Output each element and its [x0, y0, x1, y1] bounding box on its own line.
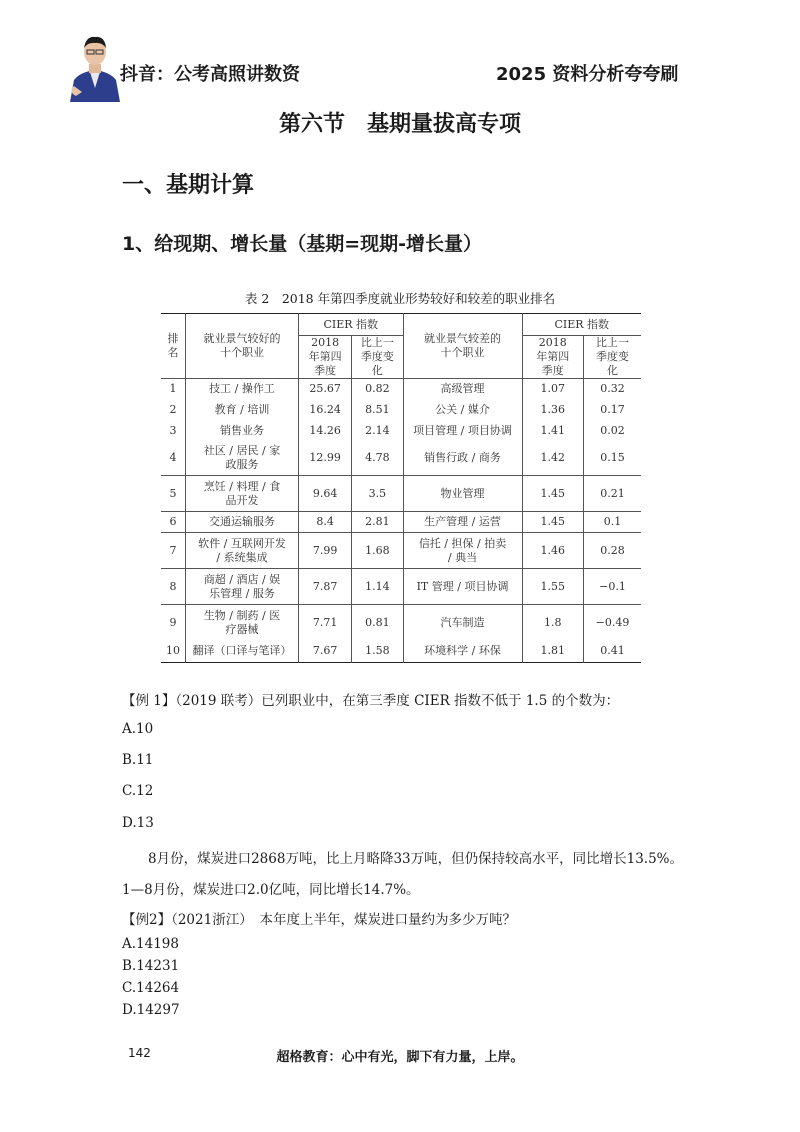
cell-good-occupation: 生物 / 制药 / 医疗器械: [186, 605, 299, 641]
example2-question: 【例2】（2021浙江） 本年度上半年，煤炭进口量约为多少万吨？: [122, 912, 516, 928]
cell-rank: 3: [161, 421, 186, 442]
cell-bad-change: 0.1: [584, 512, 641, 533]
footer-slogan: 超格教育：心中有光，脚下有力量，上岸。: [276, 1050, 524, 1065]
cell-bad-index: 1.45: [522, 476, 584, 512]
cell-bad-change: 0.15: [600, 451, 625, 465]
cell-good-occupation: 商超 / 酒店 / 娱乐管理 / 服务: [186, 569, 299, 605]
page-number: 142: [128, 1046, 151, 1060]
cell-bad-occupation: 生产管理 / 运营: [403, 512, 522, 533]
example2-option-c: C.14264: [122, 980, 180, 996]
cell-bad-occupation: 信托 / 担保 / 拍卖 / 典当: [403, 533, 522, 569]
cell-bad-occupation: 物业管理: [403, 476, 522, 512]
cell-good-index: 7.87: [298, 569, 351, 605]
cell-rank: 1: [161, 379, 186, 400]
cell-good-occupation: 翻译（口译与笔译）: [186, 641, 299, 663]
cell-good-index: 16.24: [298, 400, 351, 421]
example1-option-d: D.13: [122, 815, 154, 831]
cell-rank: 5: [161, 476, 186, 512]
cell-bad-index: 1.8: [522, 605, 584, 641]
cell-rank: 9: [161, 605, 186, 641]
cell-rank: 2: [161, 400, 186, 421]
cell-good-occupation: 交通运输服务: [186, 512, 299, 533]
cell-good-occupation: 销售业务: [186, 421, 299, 442]
cell-bad-index: 1.07: [522, 379, 584, 400]
cell-good-index: 7.67: [298, 641, 351, 663]
cell-bad-change: 0.28: [584, 533, 641, 569]
header-year-bad: 2018 年第四季度: [522, 336, 584, 379]
header-change-bad: 比上一季度变化: [584, 336, 641, 379]
example1-question: 【例 1】（2019 联考）已列职业中，在第三季度 CIER 指数不低于 1.5 的个数为：: [122, 693, 620, 709]
header-bad-occupations: 就业景气较差的十个职业: [403, 314, 522, 379]
cell-bad-index: 1.46: [522, 533, 584, 569]
cell-rank: 4: [161, 442, 186, 476]
cell-bad-change: 0.32: [600, 382, 625, 396]
cell-good-index: 7.71: [298, 605, 351, 641]
cell-good-index: 14.26: [298, 421, 351, 442]
header-left-text: 抖音：公考高照讲数资: [120, 64, 300, 85]
cell-good-index: 7.99: [298, 533, 351, 569]
cell-good-change: 1.68: [352, 533, 403, 569]
header-year-good: 2018 年第四季度: [298, 336, 351, 379]
heading-level-2: 1、给现期、增长量（基期=现期-增长量）: [122, 233, 483, 255]
cell-bad-index: 1.36: [522, 400, 584, 421]
cell-rank: 10: [161, 641, 186, 663]
cell-bad-index: 1.81: [522, 641, 584, 663]
cell-good-change: 2.14: [352, 421, 403, 442]
cell-bad-index: 1.55: [522, 569, 584, 605]
heading-level-1: 一、基期计算: [122, 173, 255, 198]
cell-bad-occupation: 高级管理: [403, 379, 522, 400]
cell-bad-index: 1.42: [522, 442, 584, 476]
cell-bad-occupation: 公关 / 媒介: [403, 400, 522, 421]
example2-option-d: D.14297: [122, 1002, 180, 1018]
occupation-ranking-table: [161, 313, 641, 663]
cell-good-change: 2.81: [352, 512, 403, 533]
cell-good-change: 3.5: [352, 476, 403, 512]
cell-rank: 7: [161, 533, 186, 569]
cell-good-index: 25.67: [298, 379, 351, 400]
header-cier-bad: CIER 指数: [522, 314, 641, 336]
example1-option-a: A.10: [122, 721, 154, 737]
cell-rank: 6: [161, 512, 186, 533]
header-good-occupations: 就业景气较好的十个职业: [186, 314, 299, 379]
cell-good-index: 12.99: [298, 442, 351, 476]
cell-bad-change: 0.41: [600, 644, 625, 658]
cell-bad-occupation: 项目管理 / 项目协调: [403, 421, 522, 442]
cell-bad-change: 0.17: [600, 403, 625, 416]
example2-option-a: A.14198: [122, 936, 179, 952]
cell-good-occupation: 教育 / 培训: [186, 400, 299, 421]
cell-good-change: 1.58: [352, 641, 403, 663]
header-cier-good: CIER 指数: [298, 314, 403, 336]
cell-rank: 8: [161, 569, 186, 605]
cell-good-change: 4.78: [352, 442, 403, 476]
cell-bad-change: 0.21: [584, 476, 641, 512]
cell-bad-occupation: IT 管理 / 项目协调: [403, 569, 522, 605]
cell-bad-occupation: 销售行政 / 商务: [403, 442, 522, 476]
header-right-text: 2025 资料分析夸夸刷: [496, 64, 679, 85]
cell-bad-change: −0.49: [584, 605, 641, 641]
cell-good-change: 8.51: [352, 400, 403, 421]
cell-good-index: 8.4: [298, 512, 351, 533]
cell-good-change: 0.82: [352, 379, 403, 400]
passage-line-2: 1—8月份，煤炭进口2.0亿吨，同比增长14.7%。: [122, 882, 420, 898]
section-title: 第六节 基期量拔高专项: [278, 112, 521, 137]
avatar: [66, 28, 124, 102]
header-rank: 排名: [161, 314, 186, 379]
cell-bad-index: 1.45: [522, 512, 584, 533]
cell-good-index: 9.64: [298, 476, 351, 512]
cell-good-change: 1.14: [352, 569, 403, 605]
cell-good-occupation: 社区 / 居民 / 家政服务: [186, 442, 299, 476]
cell-bad-change: 0.02: [600, 424, 625, 437]
cell-bad-occupation: 汽车制造: [403, 605, 522, 641]
example1-option-c: C.12: [122, 783, 154, 799]
cell-good-occupation: 烹饪 / 料理 / 食品开发: [186, 476, 299, 512]
example1-option-b: B.11: [122, 752, 154, 768]
cell-bad-occupation: 环境科学 / 环保: [403, 641, 522, 663]
cell-bad-index: 1.41: [522, 421, 584, 442]
example2-option-b: B.14231: [122, 958, 180, 974]
cell-good-occupation: 软件 / 互联网开发 / 系统集成: [186, 533, 299, 569]
cell-good-change: 0.81: [352, 605, 403, 641]
header-change-good: 比上一季度变化: [352, 336, 403, 379]
table-caption: 表 2 2018 年第四季度就业形势较好和较差的职业排名: [244, 291, 556, 306]
passage-line-1: 8月份，煤炭进口2868万吨，比上月略降33万吨，但仍保持较高水平，同比增长13.5%。: [148, 851, 684, 867]
cell-bad-change: −0.1: [584, 569, 641, 605]
cell-good-occupation: 技工 / 操作工: [186, 379, 299, 400]
